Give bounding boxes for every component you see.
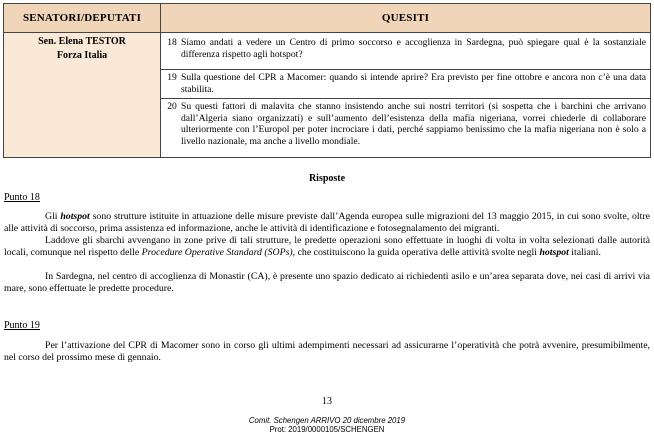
senator-name: Sen. Elena TESTOR	[38, 36, 126, 47]
senator-party: Forza Italia	[56, 50, 108, 61]
question-number: 18	[167, 37, 177, 48]
question-text: Sulla questione del CPR a Macomer: quando si intende aprire? Era previsto per fine ottobre e ancora non c’è una data stabilita.	[181, 72, 646, 95]
footer-stamp-line-2: Prot: 2019/0000105/SCHENGEN	[269, 425, 385, 434]
page-number: 13	[322, 396, 332, 407]
question-number: 20	[167, 101, 177, 112]
punto-18-paragraph-2: Laddove gli sbarchi avvengano in zone prive di tali strutture, le predette operazioni sono effettuate in luoghi di volta in volta selezionati dalle autorità locali, comunque nel rispetto delle Procedure Operative Standard (SOPs), che costituiscono la guida operativa delle attività svolte negli hotspot italiani.	[4, 235, 650, 258]
question-text: Siamo andati a vedere un Centro di primo soccorso e accoglienza in Sardegna, può spiegare qual è la sostanziale differenza rispetto agli hotspot?	[181, 37, 646, 60]
punto-18-paragraph-3: In Sardegna, nel centro di accoglienza di Monastir (CA), è presente uno spazio dedicato ai richiedenti asilo e un’area separata dove, nei casi di arrivi via mare, sono effettuate le predette procedure.	[4, 271, 650, 294]
punto-18-heading: Punto 18	[4, 192, 40, 203]
question-19	[161, 70, 651, 99]
answers-title: Risposte	[308, 173, 346, 184]
senator-cell	[4, 33, 161, 158]
question-text: Su questi fattori di malavita che stanno insistendo anche sui nostri territori (si sospetta che i barchini che arrivano dall’Algeria siano organizzati) e sull’aumento dell’esistenza della mafia nigeriana, vorrei chiederle di collaborare ulteriormente con l’Europol per poter incrociare i dati, perché sappiamo benissimo che la mafia nigeriana non è solo a livello nazionale, ma anche a livello mondiale.	[181, 101, 646, 147]
footer-stamp-line-1: Comit. Schengen ARRIVO 20 dicembre 2019	[248, 416, 406, 425]
question-20	[161, 99, 651, 158]
punto-18-paragraph-1: Gli hotspot sono strutture istituite in attuazione delle misure previste dall’Agenda europea sulle migrazioni del 13 maggio 2015, in cui sono svolte, oltre alle attività di soccorso, prima assistenza ed informazione, anche le attività di identificazione e fotosegnalamento dei migranti.	[4, 211, 650, 234]
header-senators: SENATORI/DEPUTATI	[4, 4, 161, 33]
header-questions: QUESITI	[161, 4, 651, 33]
punto-19-paragraph-1: Per l’attivazione del CPR di Macomer sono in corso gli ultimi adempimenti necessari ad assicurarne l’operatività che potrà avvenire, presumibilmente, nel corso del prossimo mese di gennaio.	[4, 340, 650, 363]
question-number: 19	[167, 72, 177, 83]
question-18	[161, 33, 651, 70]
punto-19-heading: Punto 19	[4, 320, 40, 331]
questions-table	[3, 3, 651, 158]
